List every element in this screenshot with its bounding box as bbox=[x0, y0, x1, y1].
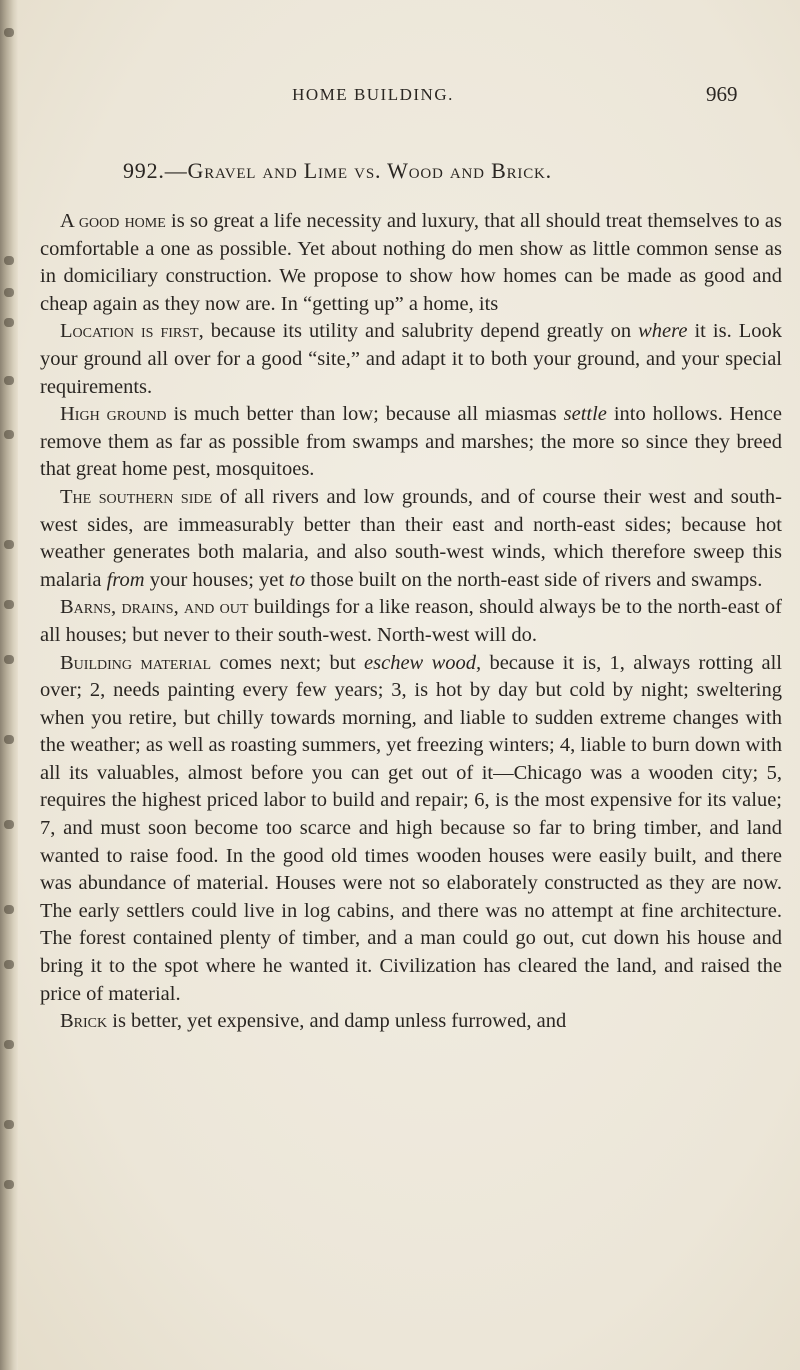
paragraph bbox=[40, 318, 782, 401]
emphasis-text: eschew wood, bbox=[364, 651, 482, 674]
gutter-shadow bbox=[4, 376, 14, 385]
gutter-shadow bbox=[4, 430, 14, 439]
gutter-shadow bbox=[4, 600, 14, 609]
emphasis-text: where bbox=[638, 320, 688, 343]
paragraph-text: it is. Look your ground all over for a good “site,” and adapt it to both your ground, and your special requirements. bbox=[40, 320, 782, 398]
emphasis-text: from bbox=[106, 568, 145, 591]
paragraph bbox=[40, 401, 782, 484]
paragraph-lead: A good home bbox=[60, 210, 166, 232]
paragraph-text: buildings for a like reason, should always be to the north-east of all houses; but never to their south-west. North-west will do. bbox=[40, 596, 782, 646]
page-number: 969 bbox=[706, 82, 738, 106]
paragraph-lead: Barns, drains, and out bbox=[60, 596, 249, 619]
gutter-shadow bbox=[4, 820, 14, 829]
gutter-shadow bbox=[4, 905, 14, 914]
paragraph bbox=[40, 208, 782, 318]
gutter-shadow bbox=[4, 256, 14, 265]
emphasis-text: to bbox=[289, 568, 306, 591]
running-title: HOME BUILDING. bbox=[292, 85, 454, 104]
binding-gutter bbox=[0, 0, 18, 1370]
gutter-shadow bbox=[4, 655, 14, 664]
paragraph-text: of all rivers and low grounds, and of course their west and south-west sides, are immeasurably better than their east and north-east sides; because hot weather generates both malaria, and also south-west winds, which therefore sweep this malaria bbox=[40, 485, 782, 591]
body-text bbox=[40, 208, 782, 1036]
paragraph-lead: The southern side bbox=[60, 485, 213, 508]
emphasis-text: settle bbox=[563, 403, 607, 426]
paragraph bbox=[40, 650, 782, 1009]
paragraph-text: is so great a life necessity and luxury, that all should treat themselves to as comfortable a one as possible. Yet about nothing do men show as little common sense as in domiciliary construction. We propose to show how homes can be made as good and cheap again as they now are. In “getting up” a home, its bbox=[40, 210, 782, 315]
gutter-shadow bbox=[4, 960, 14, 969]
paragraph-text: is much better than low; because all miasmas bbox=[166, 403, 564, 426]
gutter-shadow bbox=[4, 735, 14, 744]
paragraph-text: those built on the north-east side of rivers and swamps. bbox=[305, 568, 763, 591]
gutter-shadow bbox=[4, 1120, 14, 1129]
paragraph-text: because its utility and salubrity depend greatly on bbox=[203, 320, 639, 343]
paragraph-lead: Building material bbox=[60, 651, 212, 674]
paragraph-text: is better, yet expensive, and damp unless furrowed, and bbox=[107, 1010, 567, 1033]
paragraph bbox=[40, 1008, 782, 1036]
paragraph-text: comes next; but bbox=[211, 651, 365, 674]
paragraph-lead: Location is first, bbox=[60, 320, 204, 343]
paragraph bbox=[40, 484, 782, 594]
gutter-shadow bbox=[4, 1180, 14, 1189]
paragraph-text: because it is, 1, always rotting all over; 2, needs painting every few years; 3, is hot by day but cold by night; sweltering when you retire, but chilly towards morning, and liable to sudden extreme changes with the weather; as well as roasting summers, yet freezing winters; 4, liable to burn down with all its valuables, almost before you can get out of it—Chicago was a wooden city; 5, requires the highest priced labor to build and repair; 6, is the most expensive for its value; 7, and must soon become too scarce and high because so far to bring timber, and land wanted to raise food. In the good old times wooden houses were easily built, and there was abundance of material. Houses were not so elaborately constructed as they are now. The early settlers could live in log cabins, and there was no attempt at fine architecture. The forest contained plenty of timber, and a man could go out, cut down his house and bring it to the spot where he wanted it. Civilization has cleared the land, and raised the price of material. bbox=[40, 651, 783, 1005]
gutter-shadow bbox=[4, 28, 14, 37]
section-title: 992.—Gravel and Lime vs. Wood and Brick. bbox=[123, 158, 552, 183]
gutter-shadow bbox=[4, 1040, 14, 1049]
gutter-shadow bbox=[4, 540, 14, 549]
running-head bbox=[0, 82, 800, 107]
paragraph-text: your houses; yet bbox=[144, 568, 290, 591]
paragraph-lead: High ground bbox=[60, 403, 167, 426]
gutter-shadow bbox=[4, 318, 14, 327]
paragraph-lead: Brick bbox=[60, 1010, 108, 1033]
paragraph bbox=[40, 594, 782, 649]
paragraph-text: into hollows. Hence remove them as far as possible from swamps and marshes; the more so since they breed that great home pest, mosquitoes. bbox=[40, 403, 782, 481]
gutter-shadow bbox=[4, 288, 14, 297]
